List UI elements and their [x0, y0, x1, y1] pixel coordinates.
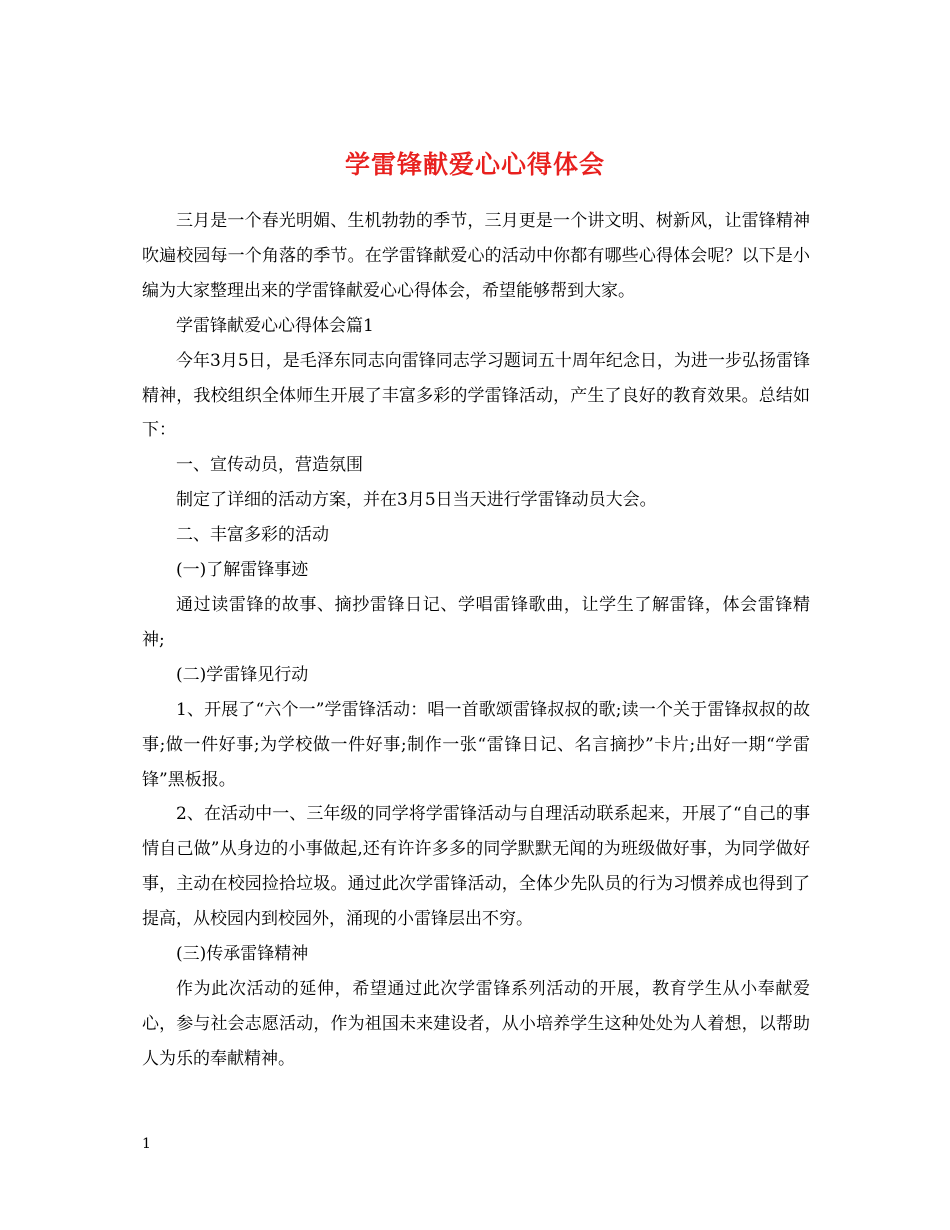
- paragraph-section-heading: 学雷锋献爱心心得体会篇1: [176, 315, 374, 336]
- paragraph-intro: 三月是一个春光明媚、生机勃勃的季节，三月更是一个讲文明、树新风，让雷锋精神吹遍校园每一个角落的季节。在学雷锋献爱心的活动中你都有哪些心得体会呢？以下是小编为大家整理出来的学雷锋献爱心心得体会，希望能够帮到大家。: [142, 211, 810, 301]
- paragraph-learn-stories: 通过读雷锋的故事、摘抄雷锋日记、学唱雷锋歌曲，让学生了解雷锋，体会雷锋精神;: [142, 594, 810, 650]
- document-body: [142, 204, 810, 1077]
- page-number: 1: [142, 1136, 151, 1152]
- paragraph-activities: 2、在活动中一、三年级的同学将学雷锋活动与自理活动联系起来，开展了“自己的事情自己做”从身边的小事做起,还有许许多多的同学默默无闻的为班级做好事，为同学做好事，主动在校园捡拾垃圾。通过此次学雷锋活动，全体少先队员的行为习惯养成也得到了提高，从校园内到校园外，涌现的小雷锋层出不穷。: [142, 804, 810, 930]
- paragraph-subheading-2: (二)学雷锋见行动: [176, 664, 309, 685]
- paragraph-subheading-1: (一)了解雷锋事迹: [176, 560, 309, 581]
- paragraph-plan: 制定了详细的活动方案，并在3月5日当天进行学雷锋动员大会。: [176, 490, 657, 511]
- paragraph-subheading-3: (三)传承雷锋精神: [176, 944, 309, 965]
- paragraph-heading-1: 一、宣传动员，营造氛围: [176, 455, 363, 476]
- paragraph-summary: 今年3月5日，是毛泽东同志向雷锋同志学习题词五十周年纪念日，为进一步弘扬雷锋精神，我校组织全体师生开展了丰富多彩的学雷锋活动，产生了良好的教育效果。总结如下：: [142, 350, 810, 441]
- paragraph-six-ones: 1、开展了“六个一”学雷锋活动：唱一首歌颂雷锋叔叔的歌;读一个关于雷锋叔叔的故事;做一件好事;为学校做一件好事;制作一张“雷锋日记、名言摘抄”卡片;出好一期“学雷锋”黑板报。: [142, 699, 810, 790]
- paragraph-conclusion: 作为此次活动的延伸，希望通过此次学雷锋系列活动的开展，教育学生从小奉献爱心，参与社会志愿活动，作为祖国未来建设者，从小培养学生这种处处为人着想，以帮助人为乐的奉献精神。: [142, 978, 810, 1069]
- document-title: 学雷锋献爱心心得体会: [344, 149, 605, 179]
- paragraph-heading-2: 二、丰富多彩的活动: [176, 525, 329, 546]
